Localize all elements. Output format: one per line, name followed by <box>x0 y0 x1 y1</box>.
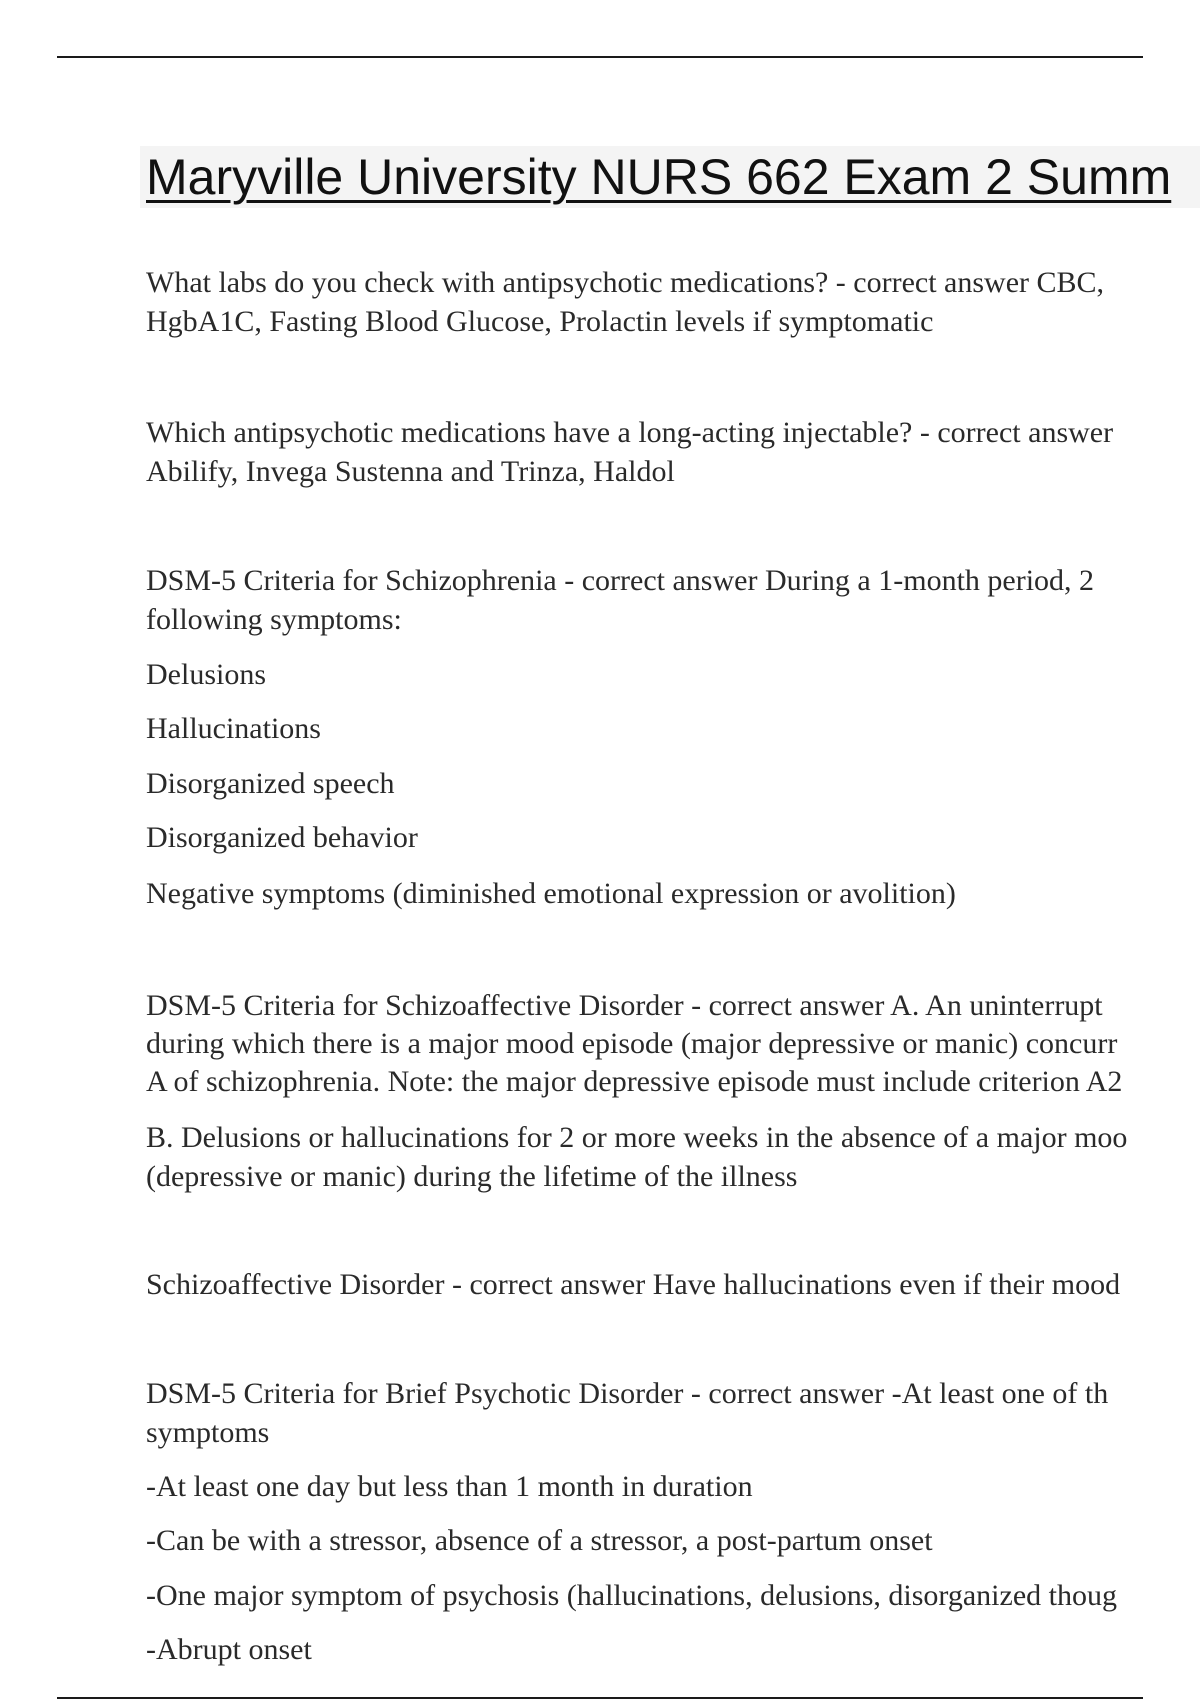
labs-question-line-1: What labs do you check with antipsychotic medications? - correct answer CBC, <box>146 266 1105 299</box>
schizophrenia-criteria-line-1: DSM-5 Criteria for Schizophrenia - correct answer During a 1-month period, 2 <box>146 564 1095 597</box>
brief-psychotic-criteria-line-1: DSM-5 Criteria for Brief Psychotic Disorder - correct answer -At least one of th <box>146 1377 1109 1410</box>
symptom-item-hallucinations: Hallucinations <box>146 712 321 745</box>
brief-psychotic-item-stressor: -Can be with a stressor, absence of a stressor, a post-partum onset <box>146 1524 933 1557</box>
schizoaffective-criteria-b-line-2: (depressive or manic) during the lifetime of the illness <box>146 1160 798 1193</box>
symptom-item-disorganized-behavior: Disorganized behavior <box>146 821 418 854</box>
symptom-item-negative-symptoms: Negative symptoms (diminished emotional expression or avolition) <box>146 877 956 910</box>
symptom-item-disorganized-speech: Disorganized speech <box>146 767 395 800</box>
brief-psychotic-criteria-line-2: symptoms <box>146 1416 270 1449</box>
schizophrenia-criteria-line-2: following symptoms: <box>146 603 402 636</box>
labs-question-line-2: HgbA1C, Fasting Blood Glucose, Prolactin levels if symptomatic <box>146 305 934 338</box>
schizoaffective-criteria-line-3: A of schizophrenia. Note: the major depressive episode must include criterion A2 <box>146 1065 1123 1098</box>
document-title: Maryville University NURS 662 Exam 2 Summ <box>146 149 1172 205</box>
injectable-question-line-2: Abilify, Invega Sustenna and Trinza, Haldol <box>146 455 675 488</box>
symptom-item-delusions: Delusions <box>146 658 266 691</box>
schizoaffective-criteria-line-1: DSM-5 Criteria for Schizoaffective Disorder - correct answer A. An uninterrupt <box>146 989 1103 1022</box>
brief-psychotic-item-duration: -At least one day but less than 1 month in duration <box>146 1470 753 1503</box>
brief-psychotic-item-major-symptom: -One major symptom of psychosis (hallucinations, delusions, disorganized thoug <box>146 1579 1117 1612</box>
schizoaffective-criteria-line-2: during which there is a major mood episode (major depressive or manic) concurr <box>146 1027 1118 1060</box>
schizoaffective-answer-line: Schizoaffective Disorder - correct answer Have hallucinations even if their mood <box>146 1268 1121 1301</box>
bottom-divider <box>57 1697 1143 1699</box>
top-divider <box>57 56 1143 58</box>
brief-psychotic-item-abrupt-onset: -Abrupt onset <box>146 1633 312 1666</box>
schizoaffective-criteria-b-line-1: B. Delusions or hallucinations for 2 or more weeks in the absence of a major moo <box>146 1121 1128 1154</box>
injectable-question-line-1: Which antipsychotic medications have a long-acting injectable? - correct answer <box>146 416 1114 449</box>
